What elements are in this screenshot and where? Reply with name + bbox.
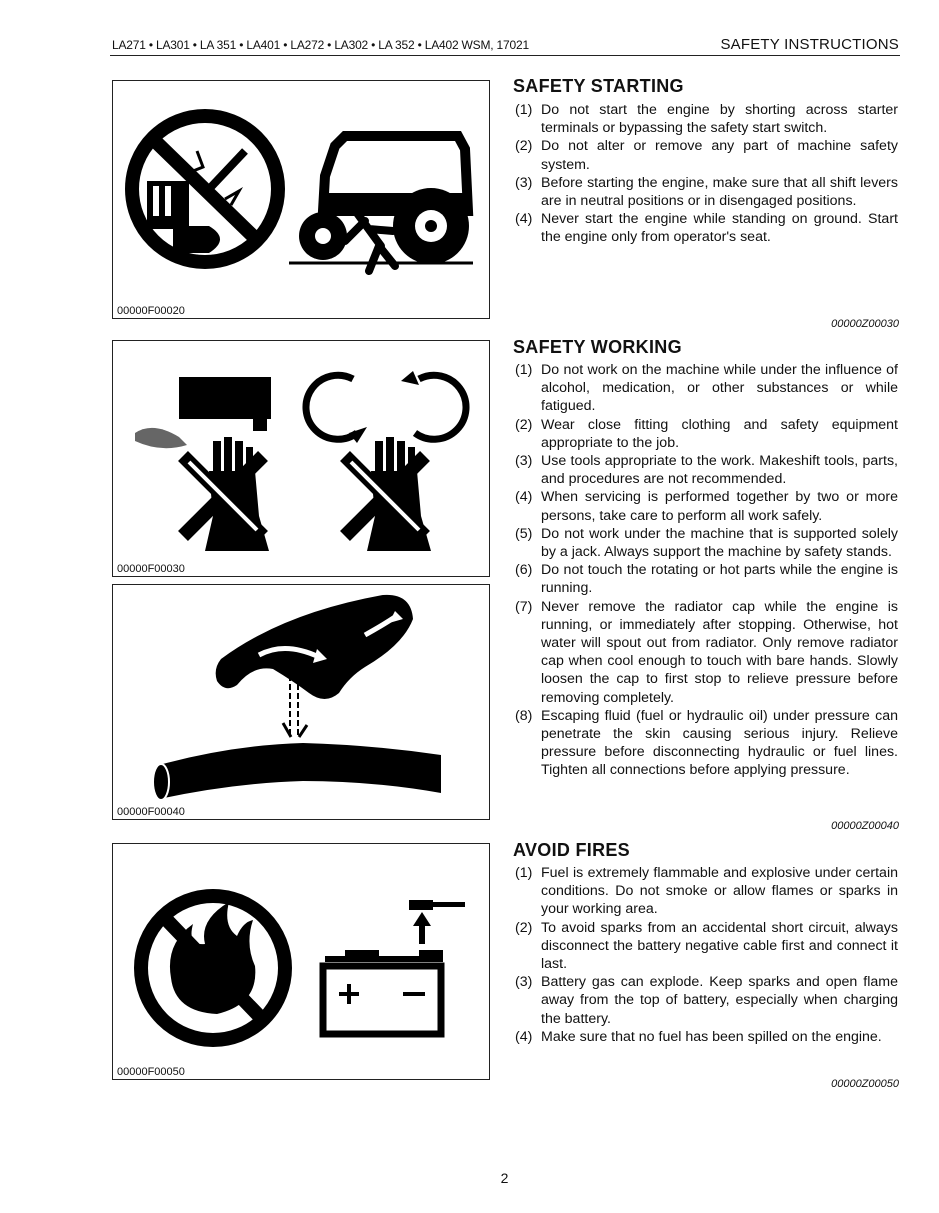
no-gloves-near-rotating-parts-icon <box>113 341 491 578</box>
figure-code: 00000F00050 <box>117 1066 185 1078</box>
item-text: Do not touch the rotating or hot parts while the engine is running. <box>541 562 898 597</box>
item-number: (3) <box>515 974 533 991</box>
item-text: Use tools appropriate to the work. Makeshift tools, parts, and procedures are not recommended. <box>541 453 898 488</box>
figure-code: 00000F00030 <box>117 563 185 575</box>
item-text: Fuel is extremely flammable and explosive under certain conditions. Do not smoke or allow flames or sparks in your working area. <box>541 865 898 918</box>
item-text: When servicing is performed together by two or more persons, take care to perform all work safely. <box>541 489 898 524</box>
item-text: Do not work under the machine that is supported solely by a jack. Always support the machine by safety stands. <box>541 525 898 561</box>
item-number: (6) <box>515 562 533 579</box>
item-text: Escaping fluid (fuel or hydraulic oil) under pressure can penetrate the skin causing serious injury. Relieve pressure before disconnecting hydraulic or fuel lines. Tighten all connections before applying pressure. <box>541 707 898 779</box>
header-model-list: LA271 • LA301 • LA 351 • LA401 • LA272 • LA302 • LA 352 • LA402 WSM, 17021 <box>112 38 529 52</box>
list-item <box>513 973 898 1028</box>
list-item <box>513 101 898 137</box>
list-item <box>513 598 898 707</box>
list-item <box>513 525 898 561</box>
item-number: (4) <box>515 489 533 506</box>
list-item <box>513 561 898 597</box>
page-number: 2 <box>500 1170 509 1186</box>
list-item <box>513 361 898 416</box>
item-number: (2) <box>515 919 533 936</box>
figure-code: 00000F00020 <box>117 305 185 317</box>
item-number: (2) <box>515 138 533 155</box>
list-item <box>513 210 898 246</box>
list-item <box>513 174 898 210</box>
figure-avoid-fires <box>112 843 490 1080</box>
no-fire-battery-icon <box>113 844 491 1081</box>
item-number: (8) <box>515 707 533 724</box>
list-item <box>513 137 898 173</box>
item-text: Make sure that no fuel has been spilled on the engine. <box>541 1028 882 1045</box>
section-title-avoid-fires: AVOID FIRES <box>513 840 630 860</box>
list-item <box>513 707 898 780</box>
avoid-fires-list <box>513 864 898 1046</box>
item-number: (3) <box>515 453 533 470</box>
reference-code: 00000Z00050 <box>831 1078 899 1090</box>
section-title-safety-starting: SAFETY STARTING <box>513 76 684 96</box>
item-text: Do not work on the machine while under the influence of alcohol, medication, or other substances or while fatigued. <box>541 362 898 415</box>
item-text: Before starting the engine, make sure that all shift levers are in neutral positions or in disengaged positions. <box>541 174 898 210</box>
item-number: (4) <box>515 1028 533 1045</box>
item-number: (1) <box>515 865 533 881</box>
list-item <box>513 488 898 524</box>
item-number: (2) <box>515 416 533 433</box>
figure-escaping-fluid <box>112 584 490 820</box>
section-title-safety-working: SAFETY WORKING <box>513 337 682 357</box>
header-rule <box>110 55 900 56</box>
item-number: (7) <box>515 598 533 615</box>
safety-working-list <box>513 361 898 780</box>
item-text: Do not alter or remove any part of machine safety system. <box>541 138 898 173</box>
item-number: (5) <box>515 525 533 542</box>
reference-code: 00000Z00030 <box>831 318 899 330</box>
item-text: Never start the engine while standing on ground. Start the engine only from operator's seat. <box>541 211 898 246</box>
figure-safety-starting <box>112 80 490 319</box>
item-number: (3) <box>515 174 533 191</box>
list-item <box>513 919 898 974</box>
item-number: (1) <box>515 362 533 378</box>
safety-starting-list <box>513 101 898 247</box>
fluid-penetration-hand-icon <box>113 585 491 821</box>
list-item <box>513 864 898 919</box>
list-item <box>513 416 898 452</box>
header-section-title: SAFETY INSTRUCTIONS <box>720 36 899 53</box>
item-text: Battery gas can explode. Keep sparks and open flame away from the top of battery, especially when charging the battery. <box>541 974 898 1027</box>
item-number: (4) <box>515 211 533 228</box>
list-item <box>513 1028 898 1046</box>
reference-code: 00000Z00040 <box>831 820 899 832</box>
item-number: (1) <box>515 102 533 118</box>
item-text: To avoid sparks from an accidental short circuit, always disconnect the battery negative cable first and connect it last. <box>541 919 898 973</box>
figure-rotating-parts <box>112 340 490 577</box>
list-item <box>513 452 898 488</box>
item-text: Do not start the engine by shorting across starter terminals or bypassing the safety start switch. <box>541 102 898 137</box>
item-text: Wear close fitting clothing and safety equipment appropriate to the job. <box>541 416 898 451</box>
no-short-starter-and-bystander-icon <box>113 81 491 320</box>
item-text: Never remove the radiator cap while the engine is running, or immediately after stopping. Otherwise, hot water will spout out from radiator. Only remove radiator cap when cool enough to touch with bare hands. Slowly loosen the cap to first stop to relieve pressure before removing completely. <box>541 598 898 706</box>
figure-code: 00000F00040 <box>117 806 185 818</box>
